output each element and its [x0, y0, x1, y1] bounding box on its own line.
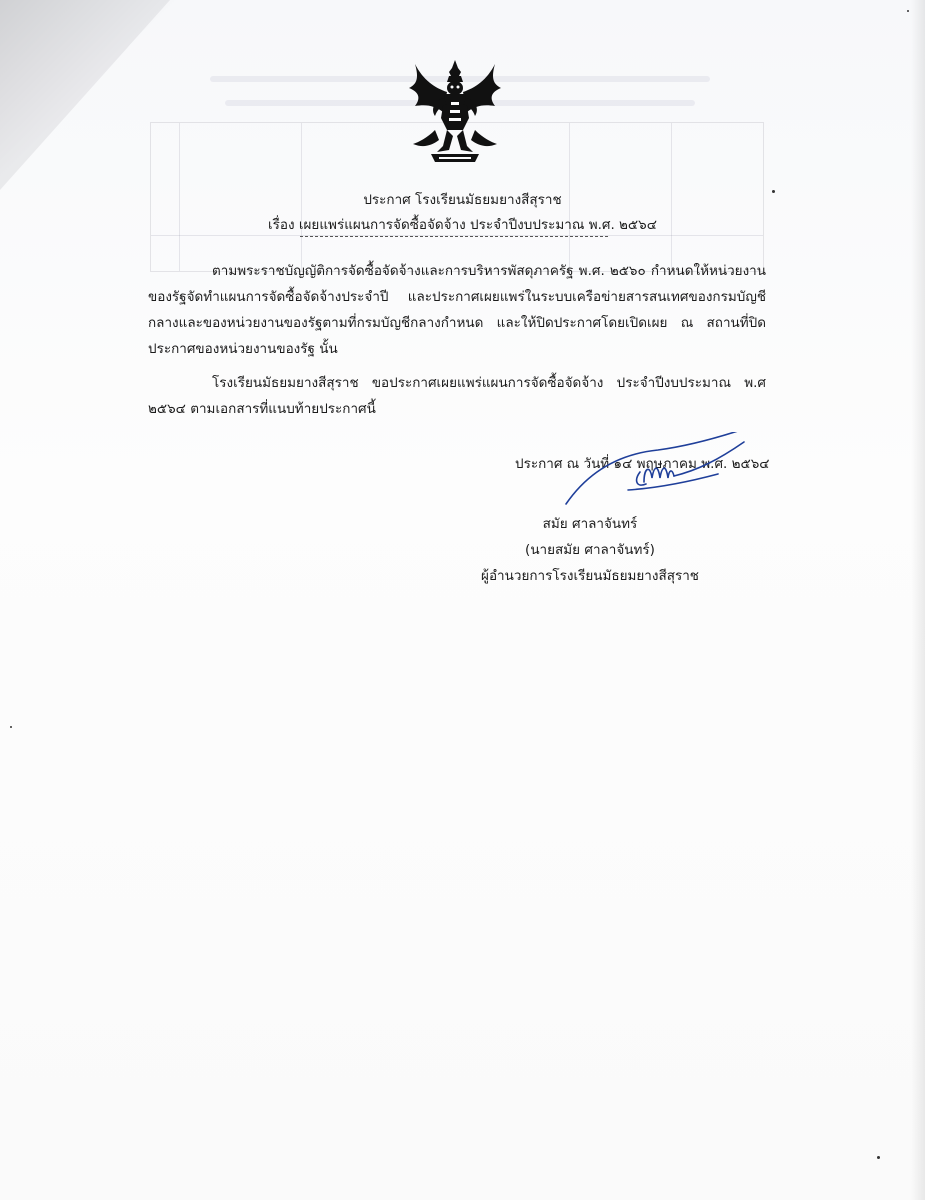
signer-short-name: สมัย ศาลาจันทร์ [542, 516, 638, 532]
body-paragraph-2: โรงเรียนมัธยมยางสีสุราช ขอประกาศเผยแพร่แผนการจัดซื้อจัดจ้าง ประจำปีงบประมาณ พ.ศ ๒๕๖๔ ตามเอกสารที่แนบท้ายประกาศนี้ [148, 375, 766, 417]
handwritten-signature [548, 432, 758, 510]
scan-speck [907, 10, 909, 12]
signer-full-name: (นายสมัย ศาลาจันทร์) [525, 542, 655, 558]
announcement-subject: เรื่อง เผยแพร่แผนการจัดซื้อจัดจ้าง ประจำปีงบประมาณ พ.ศ. ๒๕๖๔ [268, 217, 657, 233]
announcement-title: ประกาศ โรงเรียนมัธยมยางสีสุราช [363, 192, 562, 208]
garuda-emblem-icon [405, 58, 505, 166]
scan-edge [911, 0, 925, 1200]
announcement-date: ประกาศ ณ วันที่ ๑๔ พฤษภาคม พ.ศ. ๒๕๖๔ [515, 456, 770, 472]
scan-speck [772, 190, 775, 193]
scan-speck [877, 1156, 880, 1159]
signer-position: ผู้อำนวยการโรงเรียนมัธยมยางสีสุราช [481, 568, 699, 584]
body-paragraph-1: ตามพระราชบัญญัติการจัดซื้อจัดจ้างและการบริหารพัสดุภาครัฐ พ.ศ. ๒๕๖๐ กำหนดให้หน่วยงานของรัฐจัดทำแผนการจัดซื้อจัดจ้างประจำปี และประกาศเผยแพร่ในระบบเครือข่ายสารสนเทศของกรมบัญชีกลางและของหน่วยงานของรัฐตามที่กรมบัญชีกลางกำหนด และให้ปิดประกาศโดยเปิดเผย ณ สถานที่ปิดประกาศของหน่วยงานของรัฐ นั้น [148, 263, 766, 357]
separator-line [300, 236, 608, 237]
scan-speck [10, 726, 12, 728]
